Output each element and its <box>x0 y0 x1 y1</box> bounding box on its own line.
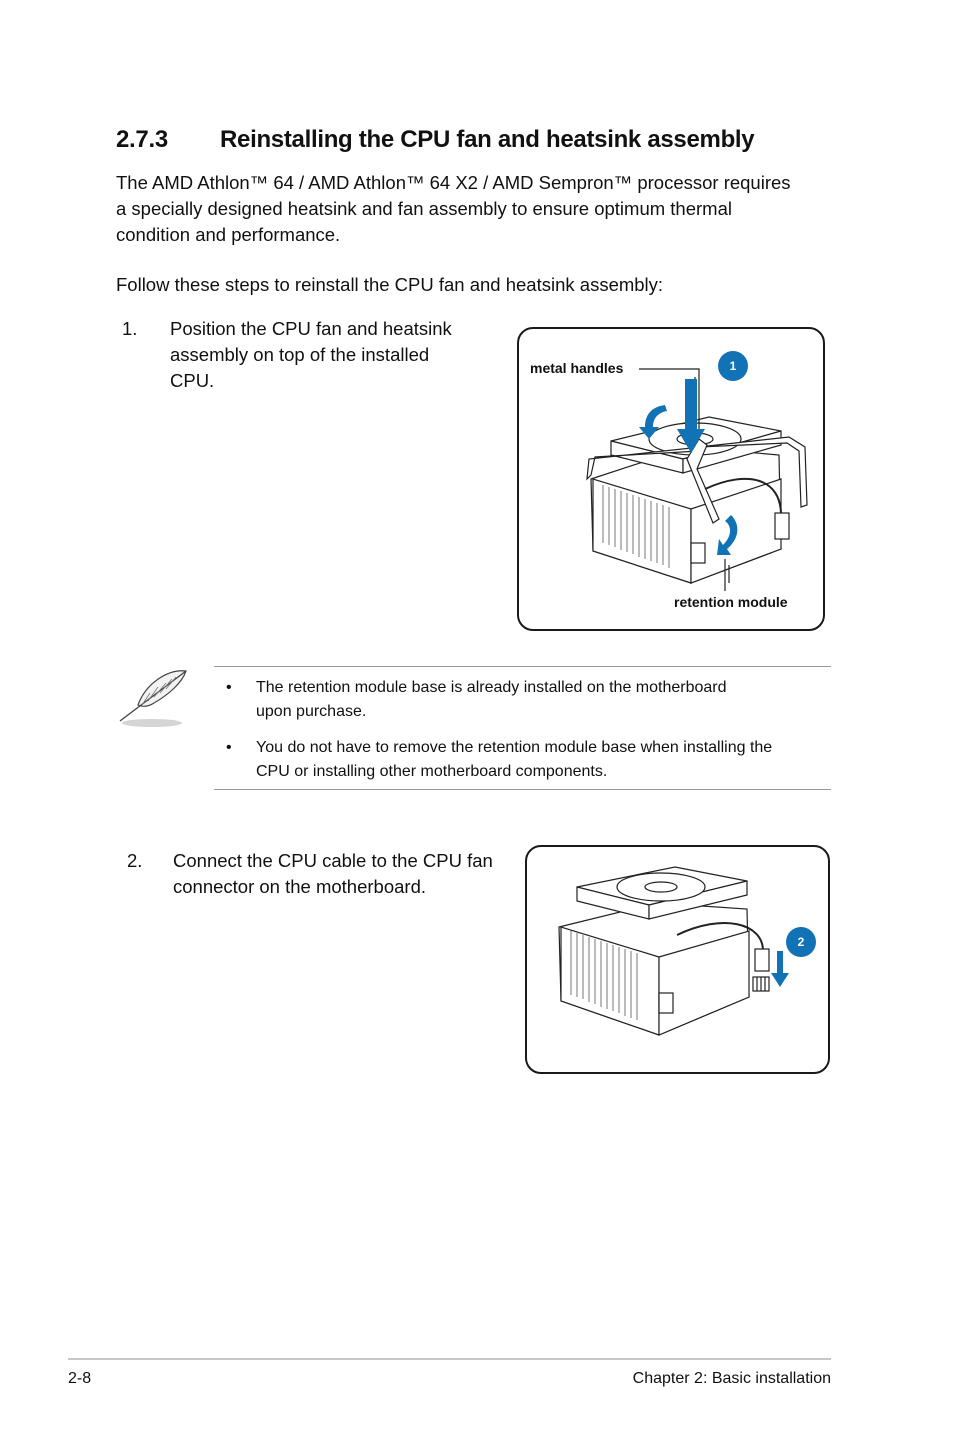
figure-fan-heatsink-handles <box>517 327 825 631</box>
step-line: CPU. <box>170 370 215 391</box>
blue-arrow-icon <box>771 951 789 987</box>
note-line: The retention module base is already installed on the motherboard <box>256 679 727 696</box>
follow-steps-text: Follow these steps to reinstall the CPU fan and heatsink assembly: <box>116 274 664 295</box>
footer-rule <box>68 1358 831 1360</box>
feather-quill-icon <box>112 665 202 735</box>
step-line: assembly on top of the installed <box>170 344 430 365</box>
retention-module-label: retention module <box>674 594 788 610</box>
note-line: upon purchase. <box>256 703 367 720</box>
step-badge: 2 <box>786 927 816 957</box>
bullet: • <box>226 679 232 696</box>
section-heading <box>116 126 754 154</box>
step-badge: 1 <box>718 351 748 381</box>
bullet: • <box>226 739 232 756</box>
note-top-rule <box>214 666 831 667</box>
intro-paragraph <box>116 170 791 248</box>
note-bottom-rule <box>214 789 831 790</box>
section-number: 2.7.3 <box>116 126 168 153</box>
intro-line: The AMD Athlon™ 64 / AMD Athlon™ 64 X2 / AMD Sempron™ processor requires <box>116 172 791 193</box>
intro-line: condition and performance. <box>116 224 341 245</box>
note-item <box>226 676 831 724</box>
step-1 <box>122 316 502 394</box>
step-number: 1. <box>122 318 138 339</box>
heatsink-connector-illustration <box>527 847 828 1072</box>
step-line: connector on the motherboard. <box>173 876 426 897</box>
step-2 <box>127 848 517 900</box>
metal-handles-label: metal handles <box>530 360 624 376</box>
chapter-title: Chapter 2: Basic installation <box>632 1370 831 1387</box>
note-line: You do not have to remove the retention module base when installing the <box>256 739 773 756</box>
note-item <box>226 736 831 784</box>
section-title: Reinstalling the CPU fan and heatsink assembly <box>220 126 755 153</box>
intro-line: a specially designed heatsink and fan assembly to ensure optimum thermal <box>116 198 732 219</box>
figure-fan-connector <box>525 845 830 1074</box>
step-number: 2. <box>127 850 143 871</box>
page-number: 2-8 <box>68 1370 92 1387</box>
step-line: Position the CPU fan and heatsink <box>170 318 452 339</box>
step-line: Connect the CPU cable to the CPU fan <box>173 850 493 871</box>
note-line: CPU or installing other motherboard components. <box>256 763 608 780</box>
